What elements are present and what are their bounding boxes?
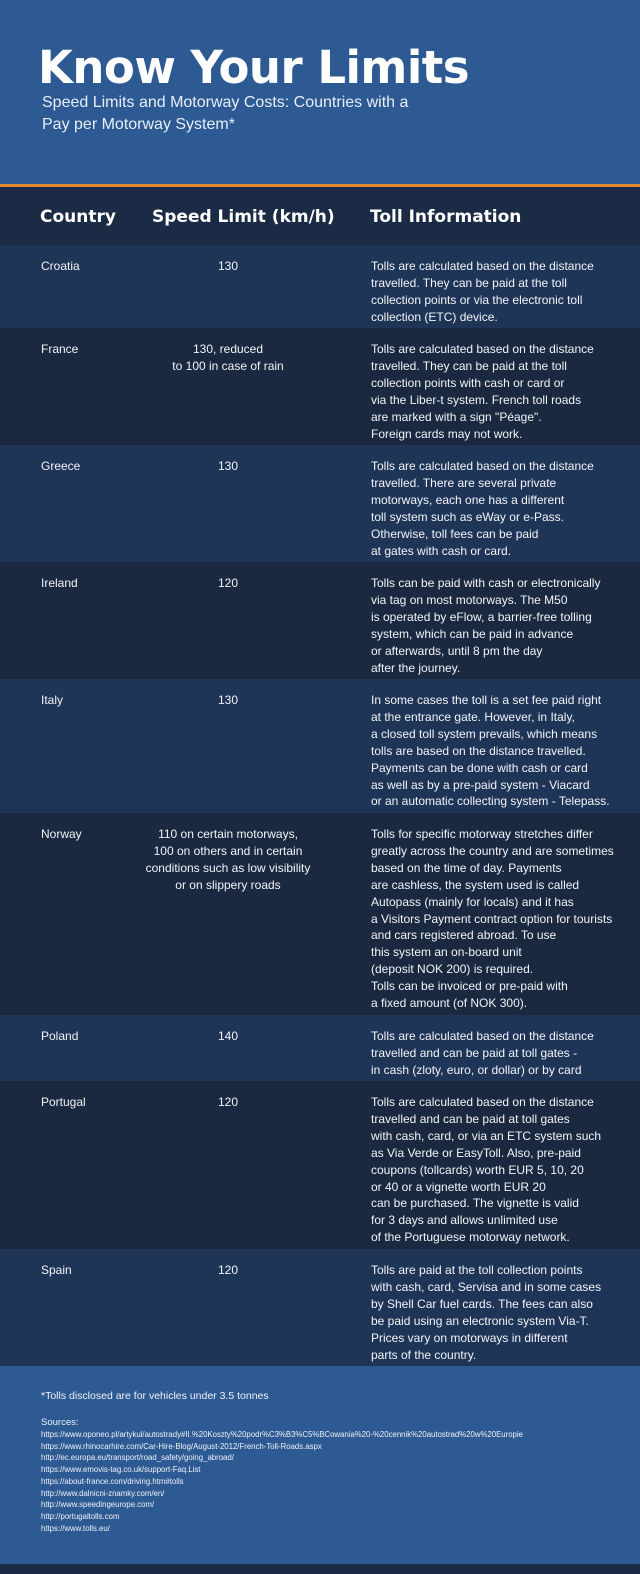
page-subtitle: Speed Limits and Motorway Costs: Countries with a Pay per Motorway System* (42, 94, 409, 133)
table-row (0, 1015, 640, 1081)
speed-limit-cell: 140 (217, 1029, 239, 1043)
source-link[interactable]: https://www.emovis-tag.co.uk/support-Faq.List (41, 1465, 201, 1475)
table-row (0, 1249, 640, 1366)
country-cell: Italy (41, 693, 64, 707)
toll-info-cell: In some cases the toll is a set fee paid right at the entrance gate. However, in Italy, a closed toll system prevails, which means tolls are based on the distance travelled. Payments can be done with cash or card as well as by a pre-paid system - Viacard or an automatic collecting system - Telepass. (371, 693, 610, 809)
toll-info-cell: Tolls are calculated based on the distance travelled. They can be paid at the toll collection points or via the electronic toll collection (ETC) device. (371, 259, 594, 324)
country-cell: Ireland (41, 576, 78, 590)
country-cell: Portugal (41, 1095, 86, 1109)
speed-limit-cell: 130 (217, 259, 239, 273)
source-link[interactable]: http://ec.europa.eu/transport/road_safety/going_abroad/ (41, 1453, 234, 1463)
table-row (0, 445, 640, 562)
source-link[interactable]: https://about-france.com/driving.htm#tolls (41, 1476, 184, 1486)
table-row (0, 1081, 640, 1249)
speed-limit-cell: 120 (217, 1095, 239, 1109)
country-cell: Spain (41, 1263, 72, 1277)
speed-limit-cell: 120 (217, 1263, 239, 1277)
speed-limit-cell: 120 (217, 576, 239, 590)
header (0, 0, 640, 184)
toll-info-cell: Tolls are calculated based on the distance travelled. They can be paid at the toll collection points with cash or card or via the Liber-t system. French toll roads are marked with a sign "Péage". Foreign cards may not work. (371, 342, 594, 441)
country-cell: Greece (41, 459, 81, 473)
speed-limit-cell: 110 on certain motorways, 100 on others and in certain conditions such as low visibility or on slippery roads (145, 827, 311, 892)
table-header (0, 187, 640, 245)
footer (0, 1366, 640, 1564)
table-row (0, 245, 640, 328)
sources-label: Sources: (41, 1417, 79, 1428)
column-header-speed-limit: Speed Limit (km/h) (152, 207, 335, 227)
country-cell: Croatia (41, 259, 80, 273)
speed-limit-cell: 130 (217, 459, 239, 473)
table-row (0, 328, 640, 445)
source-link[interactable]: https://www.rhinocarhire.com/Car-Hire-Blog/August-2012/French-Toll-Roads.aspx (41, 1441, 322, 1451)
toll-info-cell: Tolls can be paid with cash or electronically via tag on most motorways. The M50 is operated by eFlow, a barrier-free tolling system, which can be paid in advance or afterwards, until 8 pm the day after the journey. (371, 576, 601, 675)
table-row (0, 679, 640, 813)
column-header-country: Country (40, 207, 116, 227)
toll-info-cell: Tolls are calculated based on the distance travelled and can be paid at toll gates with cash, card, or via an ETC system such as Via Verde or EasyToll. Also, pre-paid coupons (tollcards) worth EUR 5, 10, 20 or 40 or a vignette worth EUR 20 can be purchased. The vignette is valid for 3 days and allows unlimited use of the Portuguese motorway network. (371, 1095, 602, 1245)
toll-info-cell: Tolls are calculated based on the distance travelled and can be paid at toll gates - in cash (zloty, euro, or dollar) or by card (371, 1029, 594, 1077)
toll-info-cell: Tolls for specific motorway stretches differ greatly across the country and are sometimes based on the time of day. Payments are cashless, the system used is called Autopass (mainly for locals) and it has a Visitors Payment contract option for tourists and cars registered abroad. To use this system an on-board unit (deposit NOK 200) is required. Tolls can be invoiced or pre-paid with a fixed amount (of NOK 300). (371, 827, 614, 1011)
country-cell: France (41, 342, 79, 356)
table-row (0, 562, 640, 679)
source-link[interactable]: https://www.oponeo.pl/artykul/autostrady#II.%20Koszty%20podr%C3%B3%C5%BCowania%20-%20cennik%20autostrad%20w%20Europie (41, 1430, 523, 1439)
toll-info-cell: Tolls are calculated based on the distance travelled. There are several private motorways, each one has a different toll system such as eWay or e-Pass. Otherwise, toll fees can be paid at gates with cash or card. (371, 459, 594, 558)
country-cell: Norway (41, 827, 82, 841)
source-link[interactable]: https://www.tolls.eu/ (41, 1523, 110, 1533)
column-header-toll-information: Toll Information (370, 207, 522, 227)
footnote: *Tolls disclosed are for vehicles under 3.5 tonnes (41, 1390, 269, 1402)
country-cell: Poland (41, 1029, 79, 1043)
source-link[interactable]: http://portugaltolls.com (41, 1511, 120, 1521)
toll-info-cell: Tolls are paid at the toll collection points with cash, card, Servisa and in some cases by Shell Car fuel cards. The fees can also be paid using an electronic system Via-T. Prices vary on motorways in different parts of the country. (371, 1263, 602, 1362)
speed-limit-cell: 130 (217, 693, 239, 707)
source-link[interactable]: http://www.speedingeurope.com/ (41, 1500, 155, 1510)
source-link[interactable]: http://www.dalnicni-znamky.com/en/ (41, 1488, 165, 1498)
table-row (0, 813, 640, 1015)
page-title: Know Your Limits (38, 41, 470, 94)
speed-limit-cell: 130, reduced to 100 in case of rain (172, 342, 284, 373)
sources-list (41, 1429, 631, 1534)
